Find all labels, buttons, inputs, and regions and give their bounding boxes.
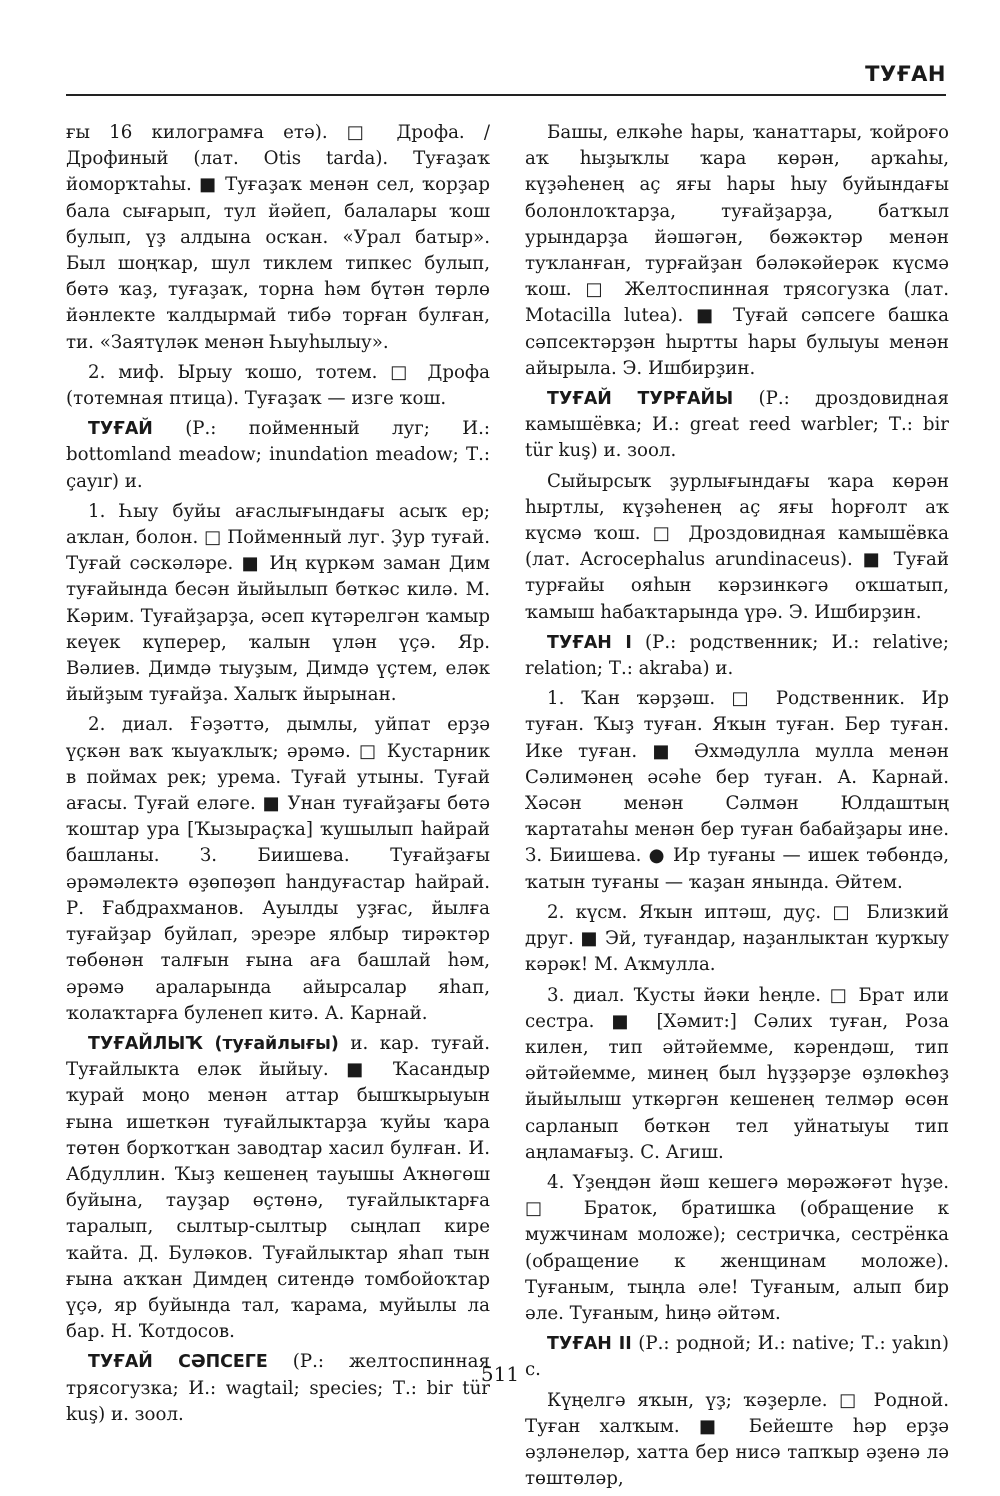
entry-paragraph (66, 360, 490, 412)
headword: ТУҒАН II (547, 1334, 632, 1355)
paragraph-text: (Р.: пойменный луг; И.: bottomland meadow; inundation meadow; Т.: çayır) и. (66, 418, 490, 492)
right-column (525, 120, 949, 1496)
paragraph-text: 2. күсм. Яҡын иптәш, дуҫ. □ Близкий друг. ■ Эй, туғандар, наҙанлыктан ҡурҡыу кәрәк! М. Аҡмулла. (525, 901, 949, 976)
left-column (66, 120, 490, 1432)
paragraph-text: 1. Ҡан ҡәрҙәш. □ Родственник. Ир туған. Ҡыҙ туған. Яҡын туған. Бер туған. Ике туған. ■ Әхмәдулла мулла менән Сәлимәнең әсәһе бер туған. А. Карнай. Хәсән менән Сәлмән Юлдаштың ҡартатаһы менән бер туған бабайҙары ине. З. Биишева. ● Ир туғаны — ишек төбөндә, ҡатын туғаны — ҡаҙан янында. Әйтем. (525, 688, 949, 893)
entry-paragraph (525, 1170, 949, 1327)
paragraph-text: 2. миф. Ырыу ҡошо, тотем. □ Дрофа (тотемная птица). Туғаҙаҡ — изге ҡош. (66, 361, 490, 410)
entry-paragraph (66, 120, 490, 356)
paragraph-text: 2. диал. Ғәҙәттә, дымлы, уйпат ерҙә үҫкән ваҡ ҡыуаҡлыҡ; әрәмә. □ Кустарник в поймах рек; урема. Туғай утыны. Туғай ағасы. Туғай еләге. ■ Унан туғайҙағы бөтә ҡоштар ура [Ҡызыраҫҡа] ҡушылып һайрай башланы. З. Биишева. Туғайҙағы әрәмәлектә өҙөпөҙөп һандуғастар һайрай. Р. Ғабдрахманов. Ауылды уҙғас, йылға туғайҙар буйлап, эреэре ялбыр тирәктәр төбөнән талғын ғына аға башлай һәм, әрәмә араларында айырсалар яһап, ҡолаҡтарға буленеп китә. А. Карнай. (66, 714, 490, 1024)
page-number: 511 (480, 1362, 520, 1386)
entry-paragraph (525, 469, 949, 626)
paragraph-text: 4. Үҙеңдән йәш кешегә мөрәжәғәт һүҙе. □ Браток, братишка (обращение к мужчинам моложе); сестричка, сестрёнка (обращение к женщинам моложе). Туғаным, тыңла әле! Туғаным, алып бир әле. Туғаным, һиңә әйтәм. (525, 1171, 949, 1324)
headword: ТУҒАЙ ТУРҒАЙЫ (547, 389, 734, 410)
paragraph-text: Күңелгә яҡын, үҙ; ҡәҙерле. □ Родной. Туған халҡым. ■ Бейеште һәр ерҙә әҙләнеләр, хатта бер нисә тапҡыр әҙенә лә төштөләр, (525, 1389, 949, 1490)
running-head: ТУҒАН (865, 62, 946, 86)
paragraph-text: 1. Һыу буйы ағаслығындағы асыҡ ер; аҡлан, болон. □ Пойменный луг. Ҙур туғай. Туғай сәскәләре. ■ Иң күркәм заман Дим туғайында бесән йыйылып бөткәс килә. М. Кәрим. Туғайҙарҙа, әсеп күтәрелгән ҡамыр кеүек күперер, ҡалын үлән үҫә. Яр. Вәлиев. Димдә тыуҙым, Димдә үҫтем, еләк йыйҙым туғайҙа. Халыҡ йырынан. (66, 500, 490, 706)
entry-paragraph (525, 686, 949, 896)
headword-variant: (туғайлығы) (214, 1033, 339, 1054)
headword: ТУҒАН I (547, 632, 632, 653)
paragraph-text: (Р.: желтоспинная трясогузка; И.: wagtail; species; Т.: bir tür kuş) и. зоол. (66, 1351, 490, 1425)
entry-headword-paragraph (66, 416, 490, 495)
entry-paragraph (66, 712, 490, 1026)
paragraph-text: (Р.: дроздовидная камышёвка; И.: great reed warbler; Т.: bir tür kuş) и. зоол. (525, 388, 949, 462)
paragraph-text: Сыйырсыҡ ҙурлығындағы ҡара көрән һыртлы, күҙәһенең аҫ яғы һорғолт аҡ күсмә ҡош. □ Дроздовидная камышёвка (лат. Acrocephalus arundinaceus). ■ Туғай турғайы ояһын кәрзинкәгә оҡшатып, ҡамыш һабаҡтарында үрә. Э. Ишбирҙин. (525, 470, 949, 623)
entry-headword-paragraph (525, 630, 949, 682)
entry-paragraph (525, 120, 949, 382)
entry-paragraph (525, 983, 949, 1166)
headword: ТУҒАЙ (88, 419, 153, 440)
paragraph-text: (Р.: родной; И.: native; Т.: yakın) с. (525, 1333, 949, 1381)
paragraph-text: Башы, елкәһе һары, ҡанаттары, ҡойроғо аҡ һыҙыҡлы ҡара көрән, арҡаһы, күҙәһенең аҫ яғы һары һыу буйындағы болонлоҡтарҙа, туғайҙарҙа, батҡыл урындарҙа йәшәгән, бөжәктәр менән туҡланған, турғайҙан бәләкәйерәк күсмә ҡош. □ Желтоспинная трясогузка (лат. Motacilla lutea). ■ Туғай сәпсеге башка сәпсектәрҙән һыртты һары булыуы менән айырыла. Э. Ишбирҙин. (525, 122, 949, 379)
paragraph-text: (Р.: родственник; И.: relative; relation; Т.: akraba) и. (525, 631, 949, 680)
headword: ТУҒАЙЛЫҠ (88, 1033, 203, 1054)
headword: ТУҒАЙ СӘПСЕГЕ (88, 1352, 268, 1373)
paragraph-text: ғы 16 килограмға етә). □ Дрофа. / Дрофиный (лат. Otis tarda). Туғаҙаҡ йоморҡтаһы. ■ Туғаҙаҡ менән сел, ҡорҙар бала сығарып, тул йәйеп, балалары ҡош булып, үҙ алдына осҡан. «Урал батыр». Был шоңҡар, шул тиклем типкес булып, бөтә ҡаҙ, туғаҙаҡ, торна һәм бүтән төрлө йәнлекте ҡалдырмай тибә торған булған, ти. «Заятүләк менән Һыуһылыу». (66, 122, 490, 353)
entry-headword-paragraph (66, 1031, 490, 1345)
entry-paragraph (525, 1388, 949, 1493)
entry-paragraph (525, 900, 949, 979)
entry-paragraph (66, 499, 490, 709)
header-rule (66, 94, 946, 96)
paragraph-text: 3. диал. Ҡусты йәки һеңле. □ Брат или сестра. ■ [Хәмит:] Сәлих туған, Роза килен, тип әйтәйемме, кәрендәш, тип әйтәйемме, минең был һүҙҙәрҙе өҙлөкһөҙ йыйылыш уткәргән кешенең телмәр өсөн сарланып бөткән тел уйнатыуы тип аңламағыҙ. С. Агиш. (525, 984, 949, 1163)
paragraph-text: и. кар. туғай. Туғайлыкта еләк йыйыу. ■ Ҡасандыр ҡурай моңо менән аттар бышҡырыуын ғына ишеткән туғайлыктарҙа ҡуйы ҡара төтөн борҡотҡан заводтар хасил булған. И. Абдуллин. Ҡыҙ кешенең тауышы Аҡнөгөш буйына, тауҙар өҫтөнә, туғайлыктарға таралып, сылтыр-сылтыр сыңлап кире ҡайта. Д. Буләков. Туғайлыктар яһап тын ғына аҡҡан Димдең ситендә томбойоҡтар үҫә, яр буйында тал, ҡарама, муйылы ла бар. Н. Ҡотдосов. (66, 1032, 490, 1343)
entry-headword-paragraph (525, 386, 949, 465)
